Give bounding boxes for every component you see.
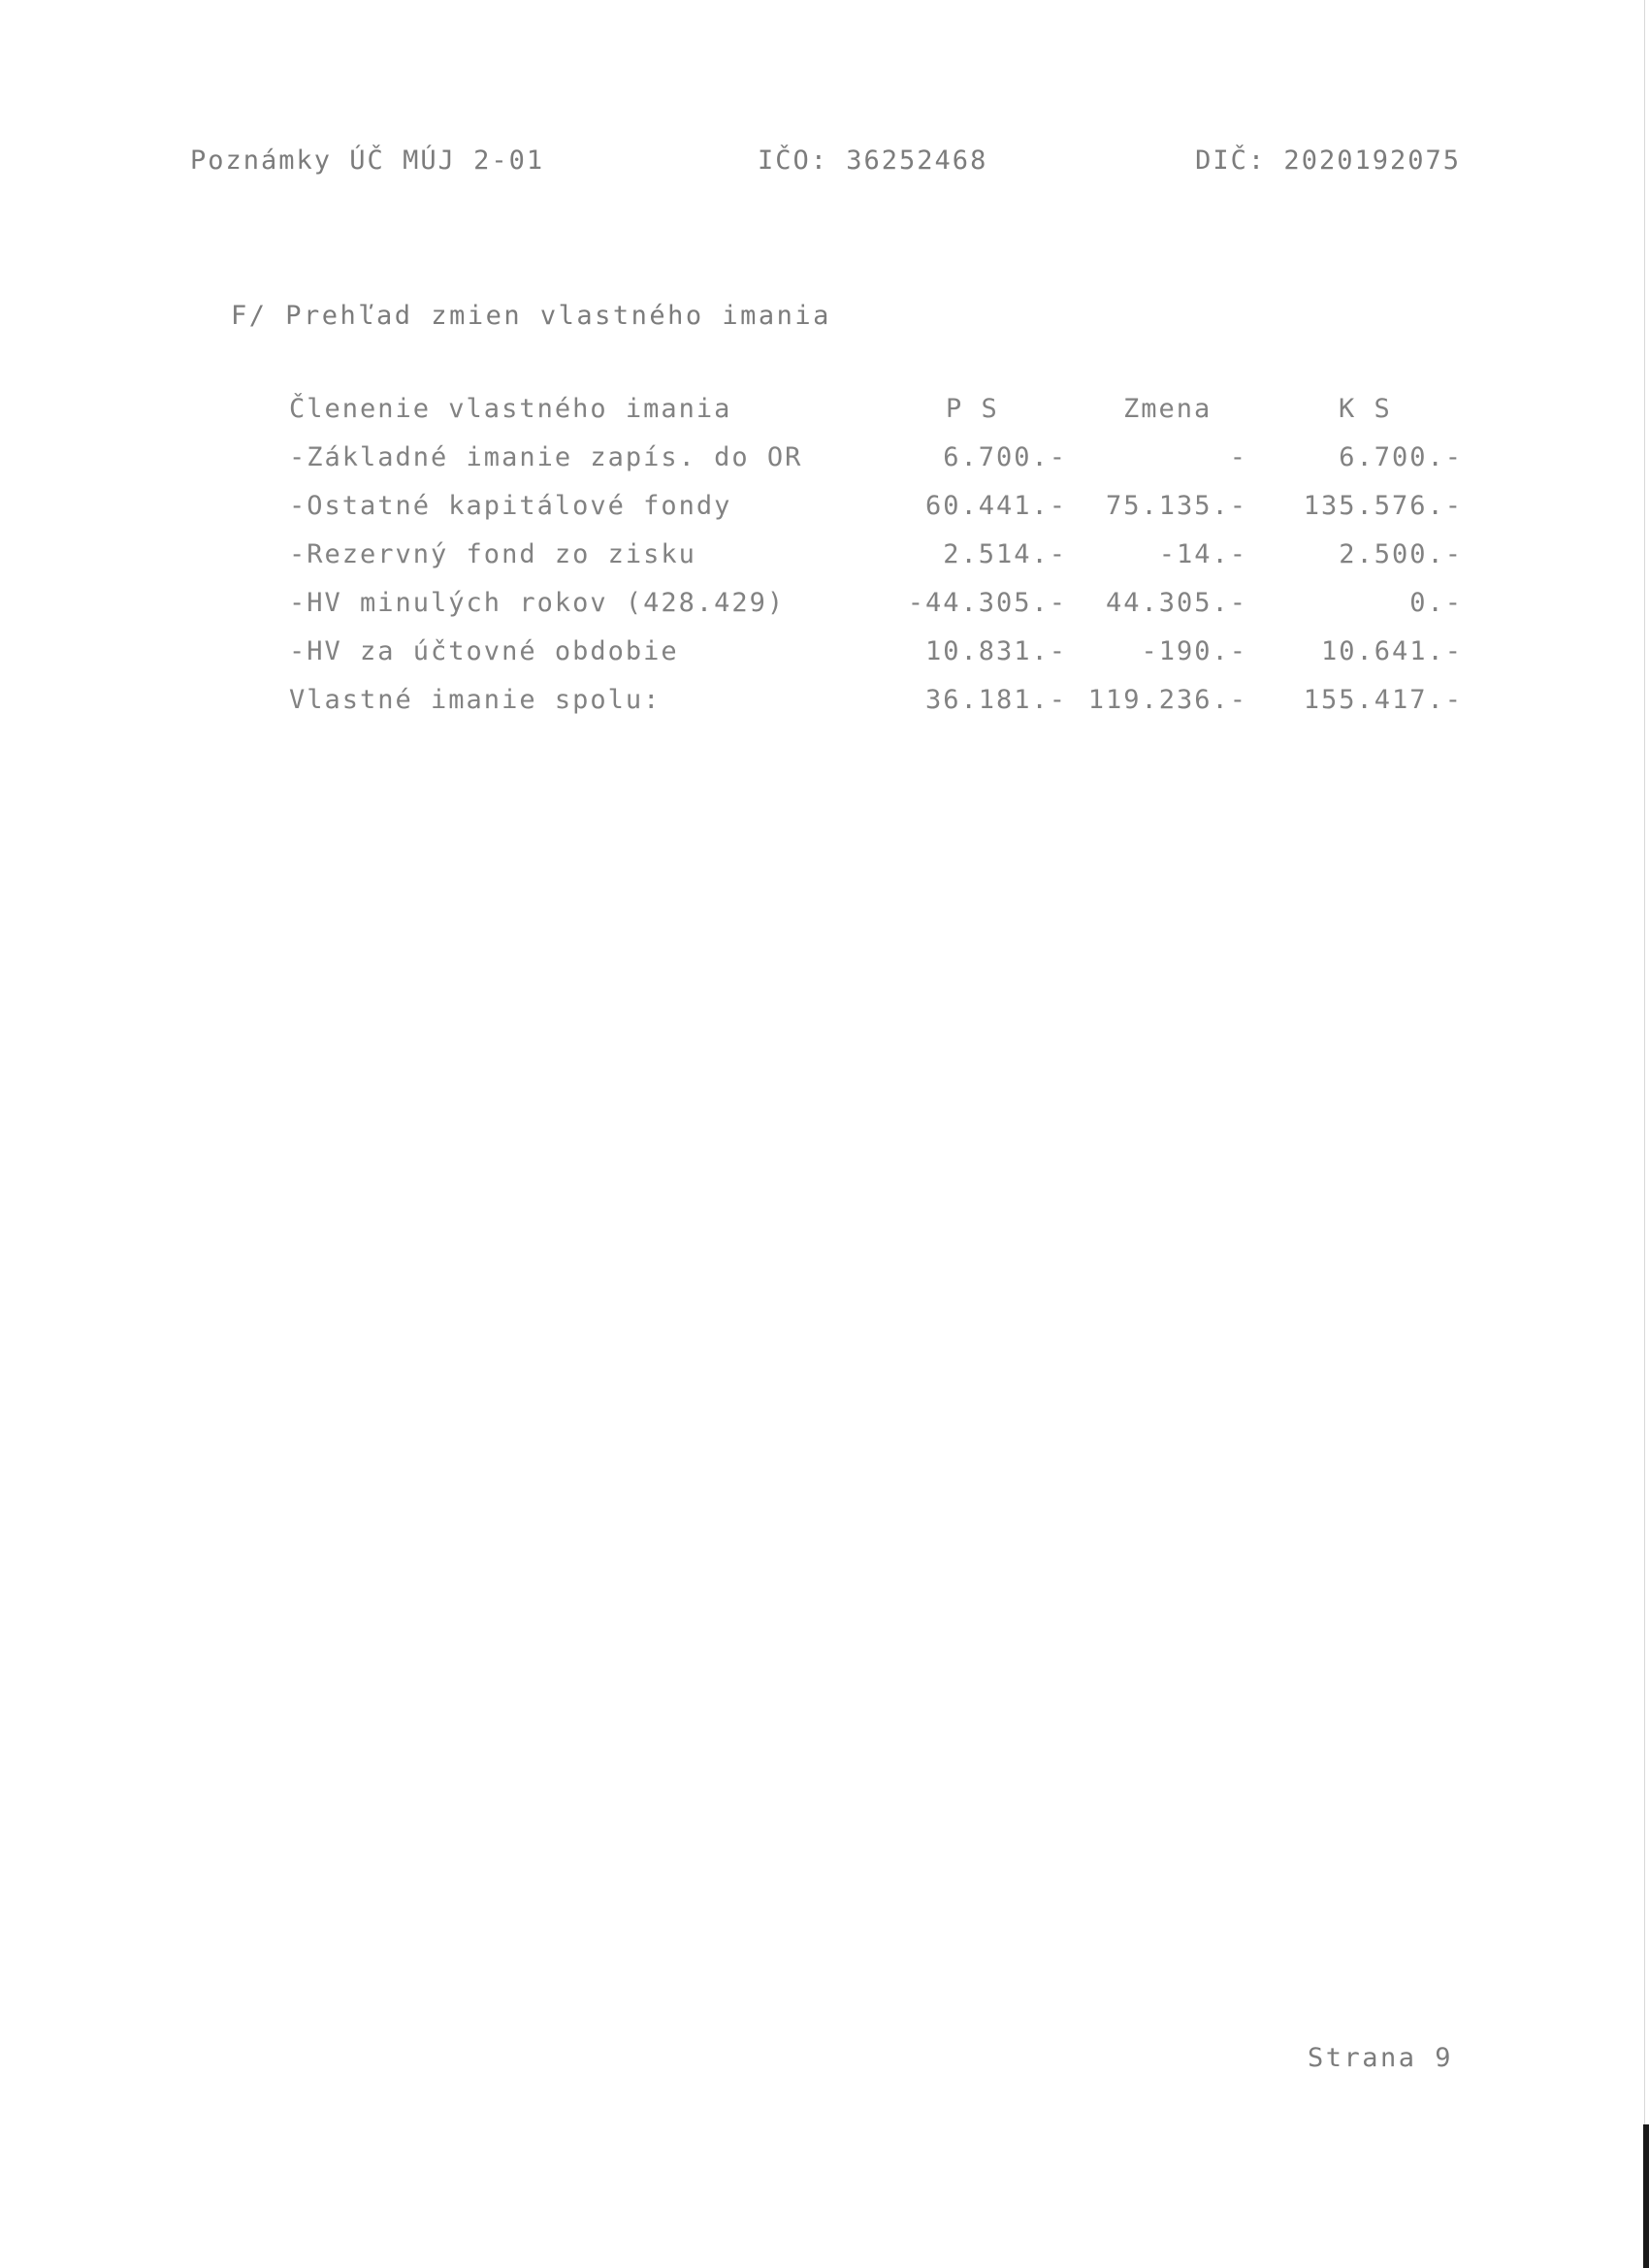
table-row [289, 539, 1463, 588]
row-ks-value: 2.500.- [1339, 539, 1463, 569]
total-label: Vlastné imanie spolu: [289, 685, 662, 715]
column-header-zmena: Zmena [1123, 394, 1212, 424]
total-ks-value: 155.417.- [1303, 685, 1463, 715]
table-row [289, 442, 1463, 491]
row-label: -Rezervný fond zo zisku [289, 539, 696, 569]
page-header [190, 146, 1461, 184]
row-zmena-value: -190.- [1141, 636, 1247, 666]
row-zmena-value: 44.305.- [1105, 588, 1247, 618]
scan-edge-mark [1643, 2124, 1649, 2268]
table-total-row [289, 685, 1463, 733]
scan-edge-line [1644, 0, 1645, 2268]
row-ks-value: 0.- [1409, 588, 1463, 618]
row-zmena-value: 75.135.- [1105, 491, 1247, 521]
section-title: F/ Prehľad zmien vlastného imania [231, 301, 831, 331]
row-ks-value: 10.641.- [1320, 636, 1463, 666]
row-ps-value: 2.514.- [943, 539, 1067, 569]
ico-number: IČO: 36252468 [758, 146, 988, 176]
page-number: Strana 9 [1307, 2043, 1453, 2073]
row-label: -Základné imanie zapís. do OR [289, 442, 803, 472]
table-row [289, 588, 1463, 636]
total-ps-value: 36.181.- [924, 685, 1067, 715]
column-header-ps: P S [946, 394, 999, 424]
row-ks-value: 135.576.- [1303, 491, 1463, 521]
row-ps-value: -44.305.- [907, 588, 1067, 618]
row-ps-value: 60.441.- [924, 491, 1067, 521]
row-label: -HV za účtovné obdobie [289, 636, 679, 666]
equity-changes-table [289, 394, 1463, 733]
row-zmena-value: - [1229, 442, 1247, 472]
document-reference: Poznámky ÚČ MÚJ 2-01 [190, 146, 545, 176]
row-label: -HV minulých rokov (428.429) [289, 588, 786, 618]
table-header-row [289, 394, 1463, 442]
table-row [289, 491, 1463, 539]
row-ks-value: 6.700.- [1339, 442, 1463, 472]
row-zmena-value: -14.- [1158, 539, 1247, 569]
table-row [289, 636, 1463, 685]
dic-number: DIČ: 2020192075 [1195, 146, 1461, 176]
column-header-ks: K S [1339, 394, 1392, 424]
total-zmena-value: 119.236.- [1087, 685, 1247, 715]
row-ps-value: 6.700.- [943, 442, 1067, 472]
column-header-label: Členenie vlastného imania [289, 394, 732, 424]
row-label: -Ostatné kapitálové fondy [289, 491, 732, 521]
row-ps-value: 10.831.- [924, 636, 1067, 666]
